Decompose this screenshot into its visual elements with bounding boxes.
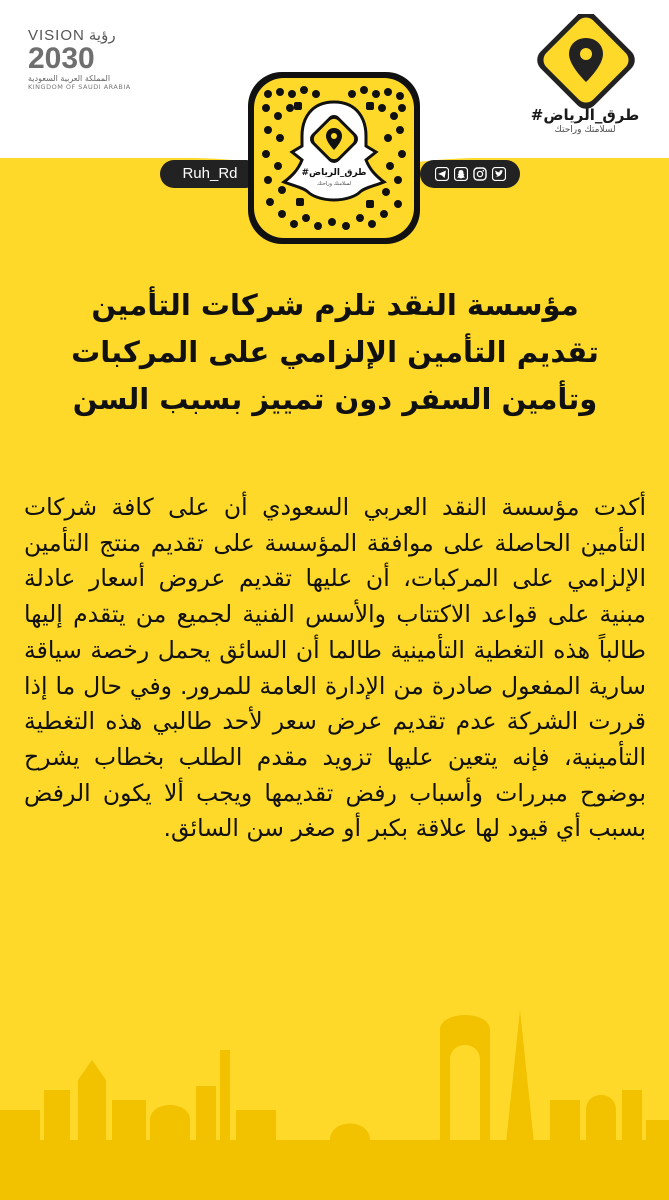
headline-line: تقديم التأمين الإلزامي على المركبات: [71, 335, 599, 369]
telegram-icon[interactable]: [435, 167, 449, 181]
handle-badge[interactable]: Ruh_Rd: [160, 160, 260, 188]
headline: [60, 282, 610, 423]
twitter-icon[interactable]: [492, 167, 506, 181]
snapcode[interactable]: [248, 72, 420, 244]
headline-line: وتأمين السفر دون تمييز بسبب السن: [72, 382, 598, 416]
snapchat-icon[interactable]: [454, 167, 468, 181]
snap-hashtag: #طرق_الرياض: [301, 168, 367, 178]
vision-year: 2030: [28, 42, 95, 75]
kingdom-english: KINGDOM OF SAUDI ARABIA: [28, 83, 131, 91]
instagram-icon[interactable]: [473, 167, 487, 181]
headline-line: مؤسسة النقد تلزم شركات التأمين: [91, 288, 579, 322]
brand-text: [520, 106, 650, 135]
article-body: أكدت مؤسسة النقد العربي السعودي أن على كافة شركات التأمين الحاصلة على موافقة المؤسسة على تقديم منتج التأمين الإلزامي على المركبات، أن عليها تقديم عروض أسعار عادلة مبنية على قواعد الاكتتاب والأسس الفنية لجميع من يتقدم إليها طالباً هذه التغطية التأمينية طالما أن السائق يحمل رخصة سياقة سارية المفعول صادرة من الإدارة العامة للمرور. وفي حال ما إذا قررت الشركة عدم تقديم عرض سعر لأحد طالبي هذه التغطية التأمينية، فإنه يتعين عليها تزويد مقدم الطلب بخطاب يشرح بوضوح مبررات وأسباب رفض تقديمها ويجب ألا يكون الرفض بسبب أي قيود لها علاقة بكبر أو صغر سن السائق.: [24, 493, 646, 843]
vision-2030-badge: [28, 26, 148, 106]
kingdom-arabic: المملكة العربية السعودية: [28, 74, 111, 83]
social-icons-bar: [420, 160, 520, 188]
riyadh-skyline-illustration: [0, 990, 669, 1200]
snap-tagline: لسلامتك وراحتك: [317, 181, 351, 187]
brand-tagline: لسلامتك وراحتك: [554, 125, 616, 135]
brand-hashtag: #طرق_الرياض: [530, 106, 640, 124]
vision-arabic-word: رؤية: [88, 27, 116, 44]
vision-word: VISION: [28, 27, 85, 44]
